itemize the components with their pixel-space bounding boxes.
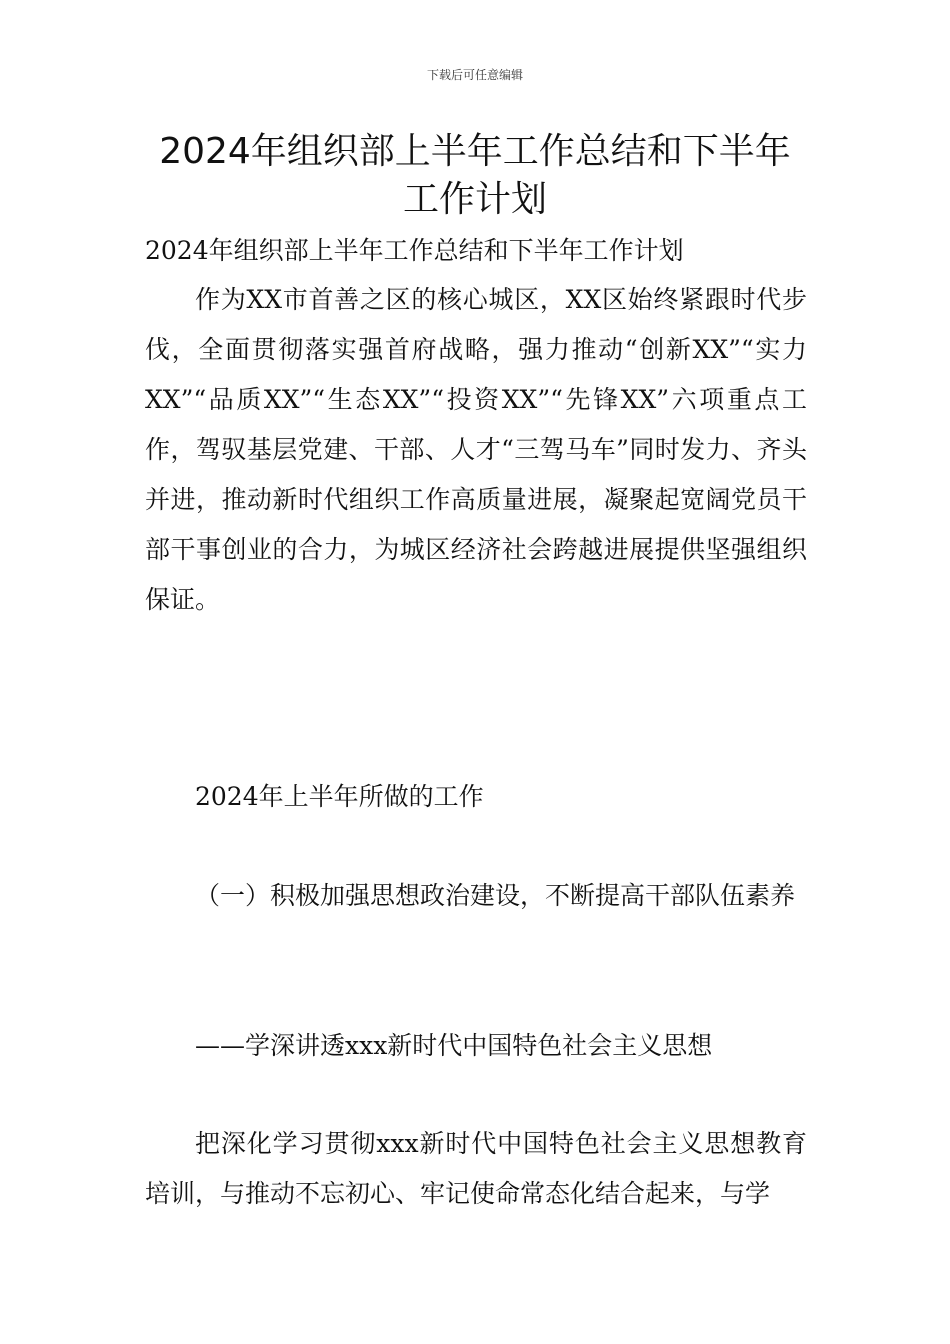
intro-paragraph: 作为XX市首善之区的核心城区，XX区始终紧跟时代步伐，全面贯彻落实强首府战略，强力推动“创新XX”“实力XX”“品质XX”“生态XX”“投资XX”“先锋XX”六项重点工作，驾驭基层党建、干部、人才“三驾马车”同时发力、齐头并进，推动新时代组织工作高质量进展，凝聚起宽阔党员干部干事创业的合力，为城区经济社会跨越进展提供坚强组织保证。 <box>145 285 807 614</box>
body-paragraph: 把深化学习贯彻xxx新时代中国特色社会主义思想教育培训，与推动不忘初心、牢记使命常态化结合起来，与学 <box>145 1129 807 1208</box>
sub-heading: ——学深讲透xxx新时代中国特色社会主义思想 <box>195 1031 713 1060</box>
section-heading: 2024年上半年所做的工作 <box>195 782 484 811</box>
page-header-note: 下载后可任意编辑 <box>426 68 523 82</box>
document-subtitle: 2024年组织部上半年工作总结和下半年工作计划 <box>145 236 684 265</box>
item-heading: （一）积极加强思想政治建设，不断提高干部队伍素养 <box>195 881 796 910</box>
document-title: 2024年组织部上半年工作总结和下半年工作计划 <box>159 131 791 220</box>
